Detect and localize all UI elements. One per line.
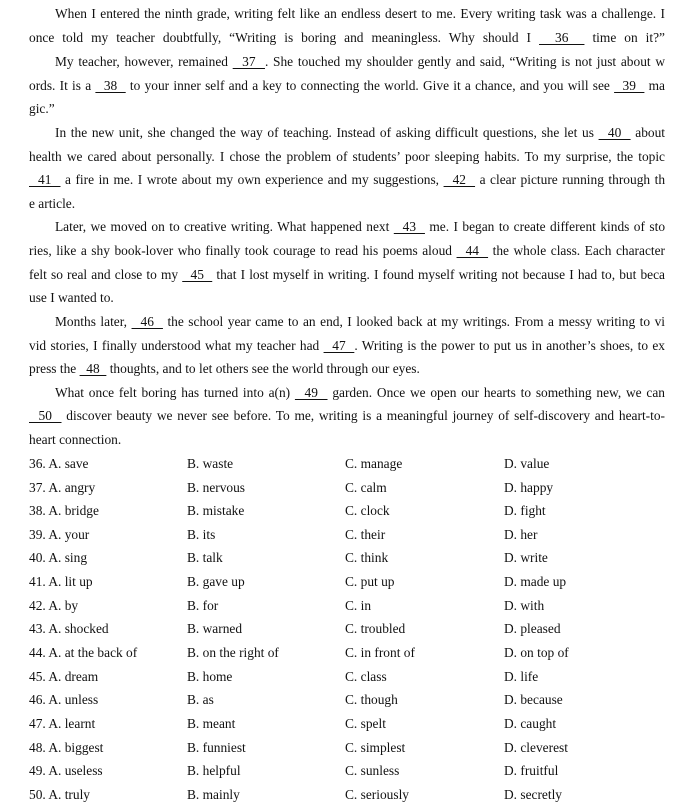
question-options-row	[0, 574, 684, 592]
answer-blank: 40	[598, 125, 631, 140]
passage-text: discover beauty we never see before. To me, writing is a meaningful journey of self-discovery and heart-to-	[61, 408, 666, 423]
option-a: 45. A. dream	[29, 669, 99, 684]
question-options-row	[0, 480, 684, 498]
passage-line	[29, 101, 665, 117]
question-options-row	[0, 787, 684, 805]
answer-blank: 36	[539, 30, 585, 45]
answer-blank: 48	[79, 361, 107, 376]
option-b: B. talk	[187, 550, 223, 565]
option-b: B. funniest	[187, 740, 246, 755]
passage-line	[29, 408, 665, 424]
passage-line	[29, 361, 665, 377]
option-b: B. waste	[187, 456, 234, 471]
answer-blank: 43	[393, 219, 425, 234]
option-a: 40. A. sing	[29, 550, 88, 565]
question-options-row	[0, 550, 684, 568]
option-b: B. for	[187, 598, 219, 613]
passage-line	[29, 432, 665, 448]
passage-text: Later, we moved on to creative writing. What happened next	[55, 219, 394, 234]
option-a: 50. A. truly	[29, 787, 91, 802]
question-options-row	[0, 527, 684, 545]
option-c: C. manage	[345, 456, 403, 471]
passage-text: time on it?”	[584, 30, 665, 45]
option-b: B. helpful	[187, 763, 241, 778]
answer-blank: 38	[95, 78, 126, 93]
answer-blank: 44	[456, 243, 489, 258]
option-c: C. their	[345, 527, 386, 542]
option-b: B. its	[187, 527, 216, 542]
question-options-row	[0, 598, 684, 616]
option-c: C. sunless	[345, 763, 400, 778]
option-a: 47. A. learnt	[29, 716, 96, 731]
passage-text: once told my teacher doubtfully, “Writing is boring and meaningless. Why should I	[29, 30, 540, 45]
option-a: 39. A. your	[29, 527, 90, 542]
option-a: 48. A. biggest	[29, 740, 104, 755]
option-a: 46. A. unless	[29, 692, 99, 707]
passage-text: thoughts, and to let others see the world through our eyes.	[106, 361, 420, 376]
answer-blank: 37	[232, 54, 265, 69]
option-d: D. cleverest	[504, 740, 568, 755]
passage-text: ries, like a shy book-lover who finally took courage to read his poems aloud	[29, 243, 457, 258]
option-b: B. nervous	[187, 480, 246, 495]
question-options-row	[0, 692, 684, 710]
passage-text: me. I began to create different kinds of sto	[424, 219, 666, 234]
option-b: B. meant	[187, 716, 236, 731]
passage-line	[29, 78, 665, 94]
option-c: C. simplest	[345, 740, 406, 755]
passage-text: the whole class. Each character	[488, 243, 666, 258]
option-b: B. gave up	[187, 574, 245, 589]
option-c: C. put up	[345, 574, 395, 589]
answer-blank: 39	[614, 78, 645, 93]
answer-blank: 47	[323, 338, 355, 353]
passage-text: . She touched my shoulder gently and said, “Writing is not just about w	[264, 54, 665, 69]
passage-line	[29, 30, 665, 46]
passage-line	[55, 314, 665, 330]
option-b: B. home	[187, 669, 233, 684]
passage-text: use I wanted to.	[29, 290, 114, 305]
passage-text: felt so real and close to my	[29, 267, 183, 282]
option-a: 44. A. at the back of	[29, 645, 138, 660]
passage-text: My teacher, however, remained	[55, 54, 233, 69]
passage-text: ma	[644, 78, 665, 93]
question-options-row	[0, 456, 684, 474]
passage-line	[29, 196, 665, 212]
passage-text: ords. It is a	[29, 78, 96, 93]
option-d: D. write	[504, 550, 548, 565]
option-c: C. clock	[345, 503, 390, 518]
option-d: D. with	[504, 598, 545, 613]
option-d: D. her	[504, 527, 538, 542]
passage-text: a clear picture running through th	[475, 172, 666, 187]
option-d: D. fight	[504, 503, 546, 518]
answer-blank: 46	[131, 314, 163, 329]
passage-text: that I lost myself in writing. I found myself writing not because I had to, but beca	[212, 267, 666, 282]
passage-line	[55, 219, 665, 235]
passage-line	[29, 267, 665, 283]
passage-line	[55, 6, 665, 22]
question-options-row	[0, 669, 684, 687]
option-a: 43. A. shocked	[29, 621, 109, 636]
option-a: 37. A. angry	[29, 480, 96, 495]
passage-line	[29, 149, 665, 165]
answer-blank: 45	[182, 267, 213, 282]
passage-text: to your inner self and a key to connecting the world. Give it a chance, and you will see	[125, 78, 615, 93]
passage-text: vid stories, I finally understood what my teacher had	[29, 338, 324, 353]
option-c: C. calm	[345, 480, 387, 495]
passage-line	[55, 125, 665, 141]
passage-text: press the	[29, 361, 80, 376]
option-b: B. on the right of	[187, 645, 279, 660]
option-d: D. caught	[504, 716, 557, 731]
option-b: B. mistake	[187, 503, 245, 518]
option-b: B. mainly	[187, 787, 240, 802]
option-c: C. think	[345, 550, 389, 565]
passage-line	[55, 54, 665, 70]
option-d: D. pleased	[504, 621, 561, 636]
option-c: C. troubled	[345, 621, 406, 636]
question-options-row	[0, 763, 684, 781]
passage-text: about	[630, 125, 666, 140]
answer-blank: 49	[294, 385, 328, 400]
option-a: 41. A. lit up	[29, 574, 93, 589]
option-d: D. secretly	[504, 787, 563, 802]
passage-line	[29, 243, 665, 259]
question-options-row	[0, 503, 684, 521]
option-a: 38. A. bridge	[29, 503, 99, 518]
option-c: C. seriously	[345, 787, 409, 802]
answer-blank: 41	[29, 172, 61, 187]
passage-text: health we cared about personally. I chose the problem of students’ poor sleeping habits. To my surprise, the topic	[29, 149, 665, 164]
option-c: C. spelt	[345, 716, 386, 731]
option-c: C. in	[345, 598, 372, 613]
passage-text: the school year came to an end, I looked back at my writings. From a messy writing to vi	[162, 314, 665, 329]
option-c: C. in front of	[345, 645, 415, 660]
answer-blank: 42	[443, 172, 476, 187]
passage-text: What once felt boring has turned into a(n)	[55, 385, 295, 400]
passage-line	[29, 172, 665, 188]
passage-text: When I entered the ninth grade, writing felt like an endless desert to me. Every writing task was a challenge. I	[55, 6, 665, 21]
option-a: 42. A. by	[29, 598, 79, 613]
option-b: B. as	[187, 692, 214, 707]
passage-text: gic.”	[29, 101, 55, 116]
option-a: 36. A. save	[29, 456, 89, 471]
option-d: D. fruitful	[504, 763, 559, 778]
passage-text: a fire in me. I wrote about my own experience and my suggestions,	[60, 172, 444, 187]
passage-line	[29, 338, 665, 354]
option-c: C. class	[345, 669, 387, 684]
question-options-row	[0, 621, 684, 639]
answer-blank: 50	[29, 408, 62, 423]
passage-line	[55, 385, 665, 401]
option-d: D. happy	[504, 480, 554, 495]
passage-text: heart connection.	[29, 432, 122, 447]
passage-line	[29, 290, 665, 306]
option-d: D. value	[504, 456, 550, 471]
passage-text: garden. Once we open our hearts to something new, we can	[327, 385, 665, 400]
passage-text: In the new unit, she changed the way of teaching. Instead of asking difficult questions, she let us	[55, 125, 599, 140]
option-c: C. though	[345, 692, 398, 707]
option-d: D. life	[504, 669, 539, 684]
passage-text: . Writing is the power to put us in another’s shoes, to ex	[354, 338, 666, 353]
question-options-row	[0, 716, 684, 734]
option-d: D. on top of	[504, 645, 569, 660]
option-b: B. warned	[187, 621, 243, 636]
passage-text: Months later,	[55, 314, 132, 329]
question-options-row	[0, 645, 684, 663]
option-d: D. because	[504, 692, 563, 707]
option-a: 49. A. useless	[29, 763, 103, 778]
passage-text: e article.	[29, 196, 76, 211]
option-d: D. made up	[504, 574, 567, 589]
question-options-row	[0, 740, 684, 758]
